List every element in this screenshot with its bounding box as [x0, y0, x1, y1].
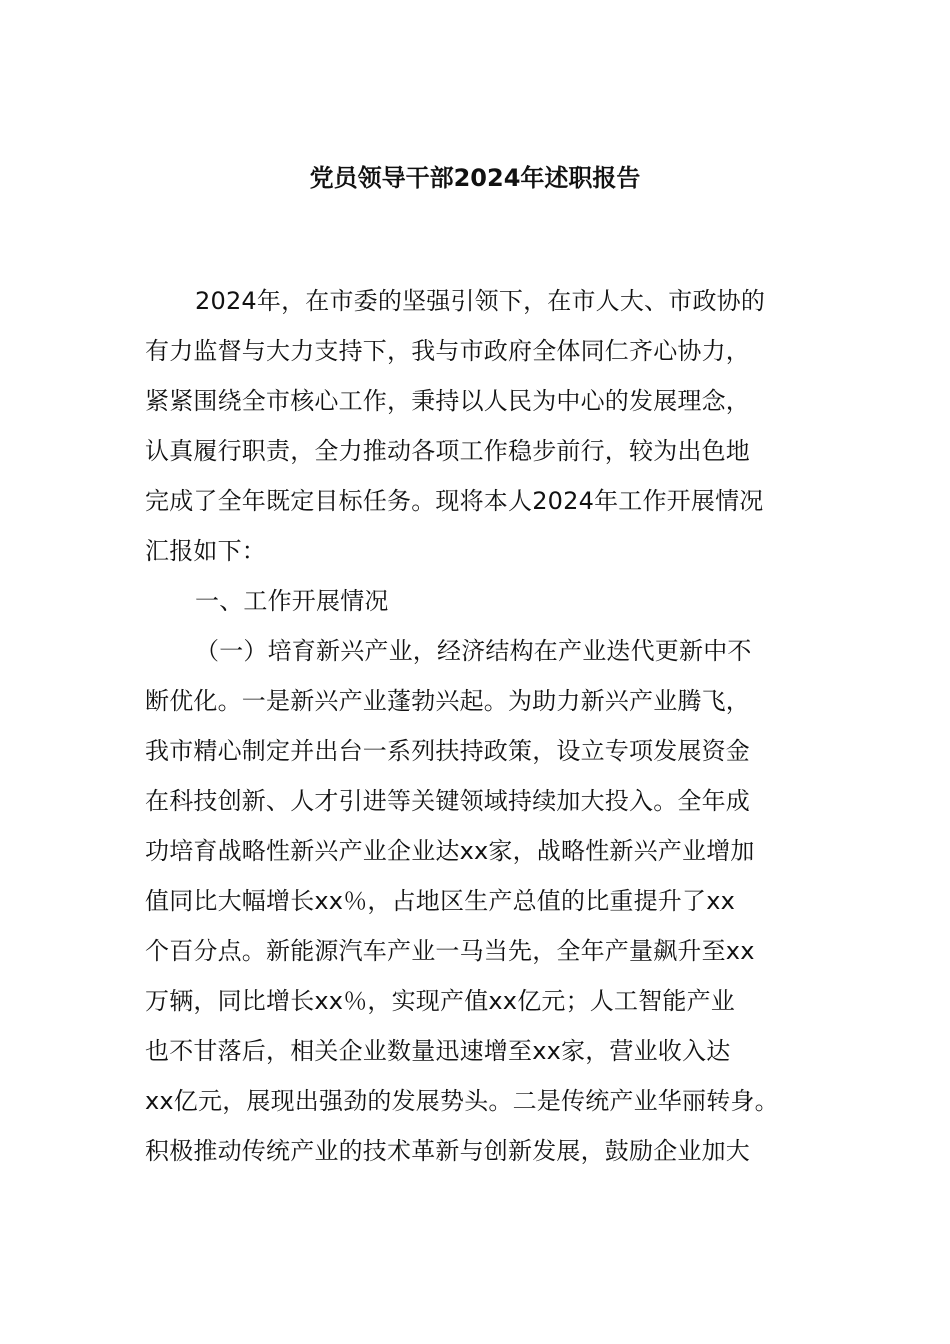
paragraph-line: 积极推动传统产业的技术革新与创新发展，鼓励企业加大: [145, 1137, 750, 1165]
paragraph-line: 完成了全年既定目标任务。现将本人2024年工作开展情况: [145, 487, 764, 515]
paragraph-line: 功培育战略性新兴产业企业达xx家，战略性新兴产业增加: [145, 837, 755, 865]
paragraph-line: 个百分点。新能源汽车产业一马当先，全年产量飙升至xx: [145, 937, 755, 965]
paragraph-line: 也不甘落后，相关企业数量迅速增至xx家，营业收入达: [145, 1037, 731, 1065]
subsection-heading-line: （一）培育新兴产业，经济结构在产业迭代更新中不: [195, 637, 752, 665]
paragraph-line: 2024年，在市委的坚强引领下，在市人大、市政协的: [195, 287, 766, 315]
paragraph-line: 认真履行职责，全力推动各项工作稳步前行，较为出色地: [145, 437, 750, 465]
section-heading: 一、工作开展情况: [195, 587, 389, 615]
paragraph-line: 汇报如下：: [145, 537, 266, 565]
paragraph-line: 断优化。一是新兴产业蓬勃兴起。为助力新兴产业腾飞，: [145, 687, 750, 715]
paragraph-line: 紧紧围绕全市核心工作，秉持以人民为中心的发展理念，: [145, 387, 750, 415]
document-body: [145, 283, 815, 1183]
paragraph-line: 我市精心制定并出台一系列扶持政策，设立专项发展资金: [145, 737, 750, 765]
paragraph-line: 万辆，同比增长xx％，实现产值xx亿元；人工智能产业: [145, 987, 736, 1015]
document-title: 党员领导干部2024年述职报告: [309, 164, 641, 192]
paragraph-line: xx亿元，展现出强劲的发展势头。二是传统产业华丽转身。: [145, 1087, 779, 1115]
paragraph-line: 值同比大幅增长xx％，占地区生产总值的比重提升了xx: [145, 887, 736, 915]
paragraph-line: 有力监督与大力支持下，我与市政府全体同仁齐心协力，: [145, 337, 750, 365]
paragraph-line: 在科技创新、人才引进等关键领域持续加大投入。全年成: [145, 787, 750, 815]
